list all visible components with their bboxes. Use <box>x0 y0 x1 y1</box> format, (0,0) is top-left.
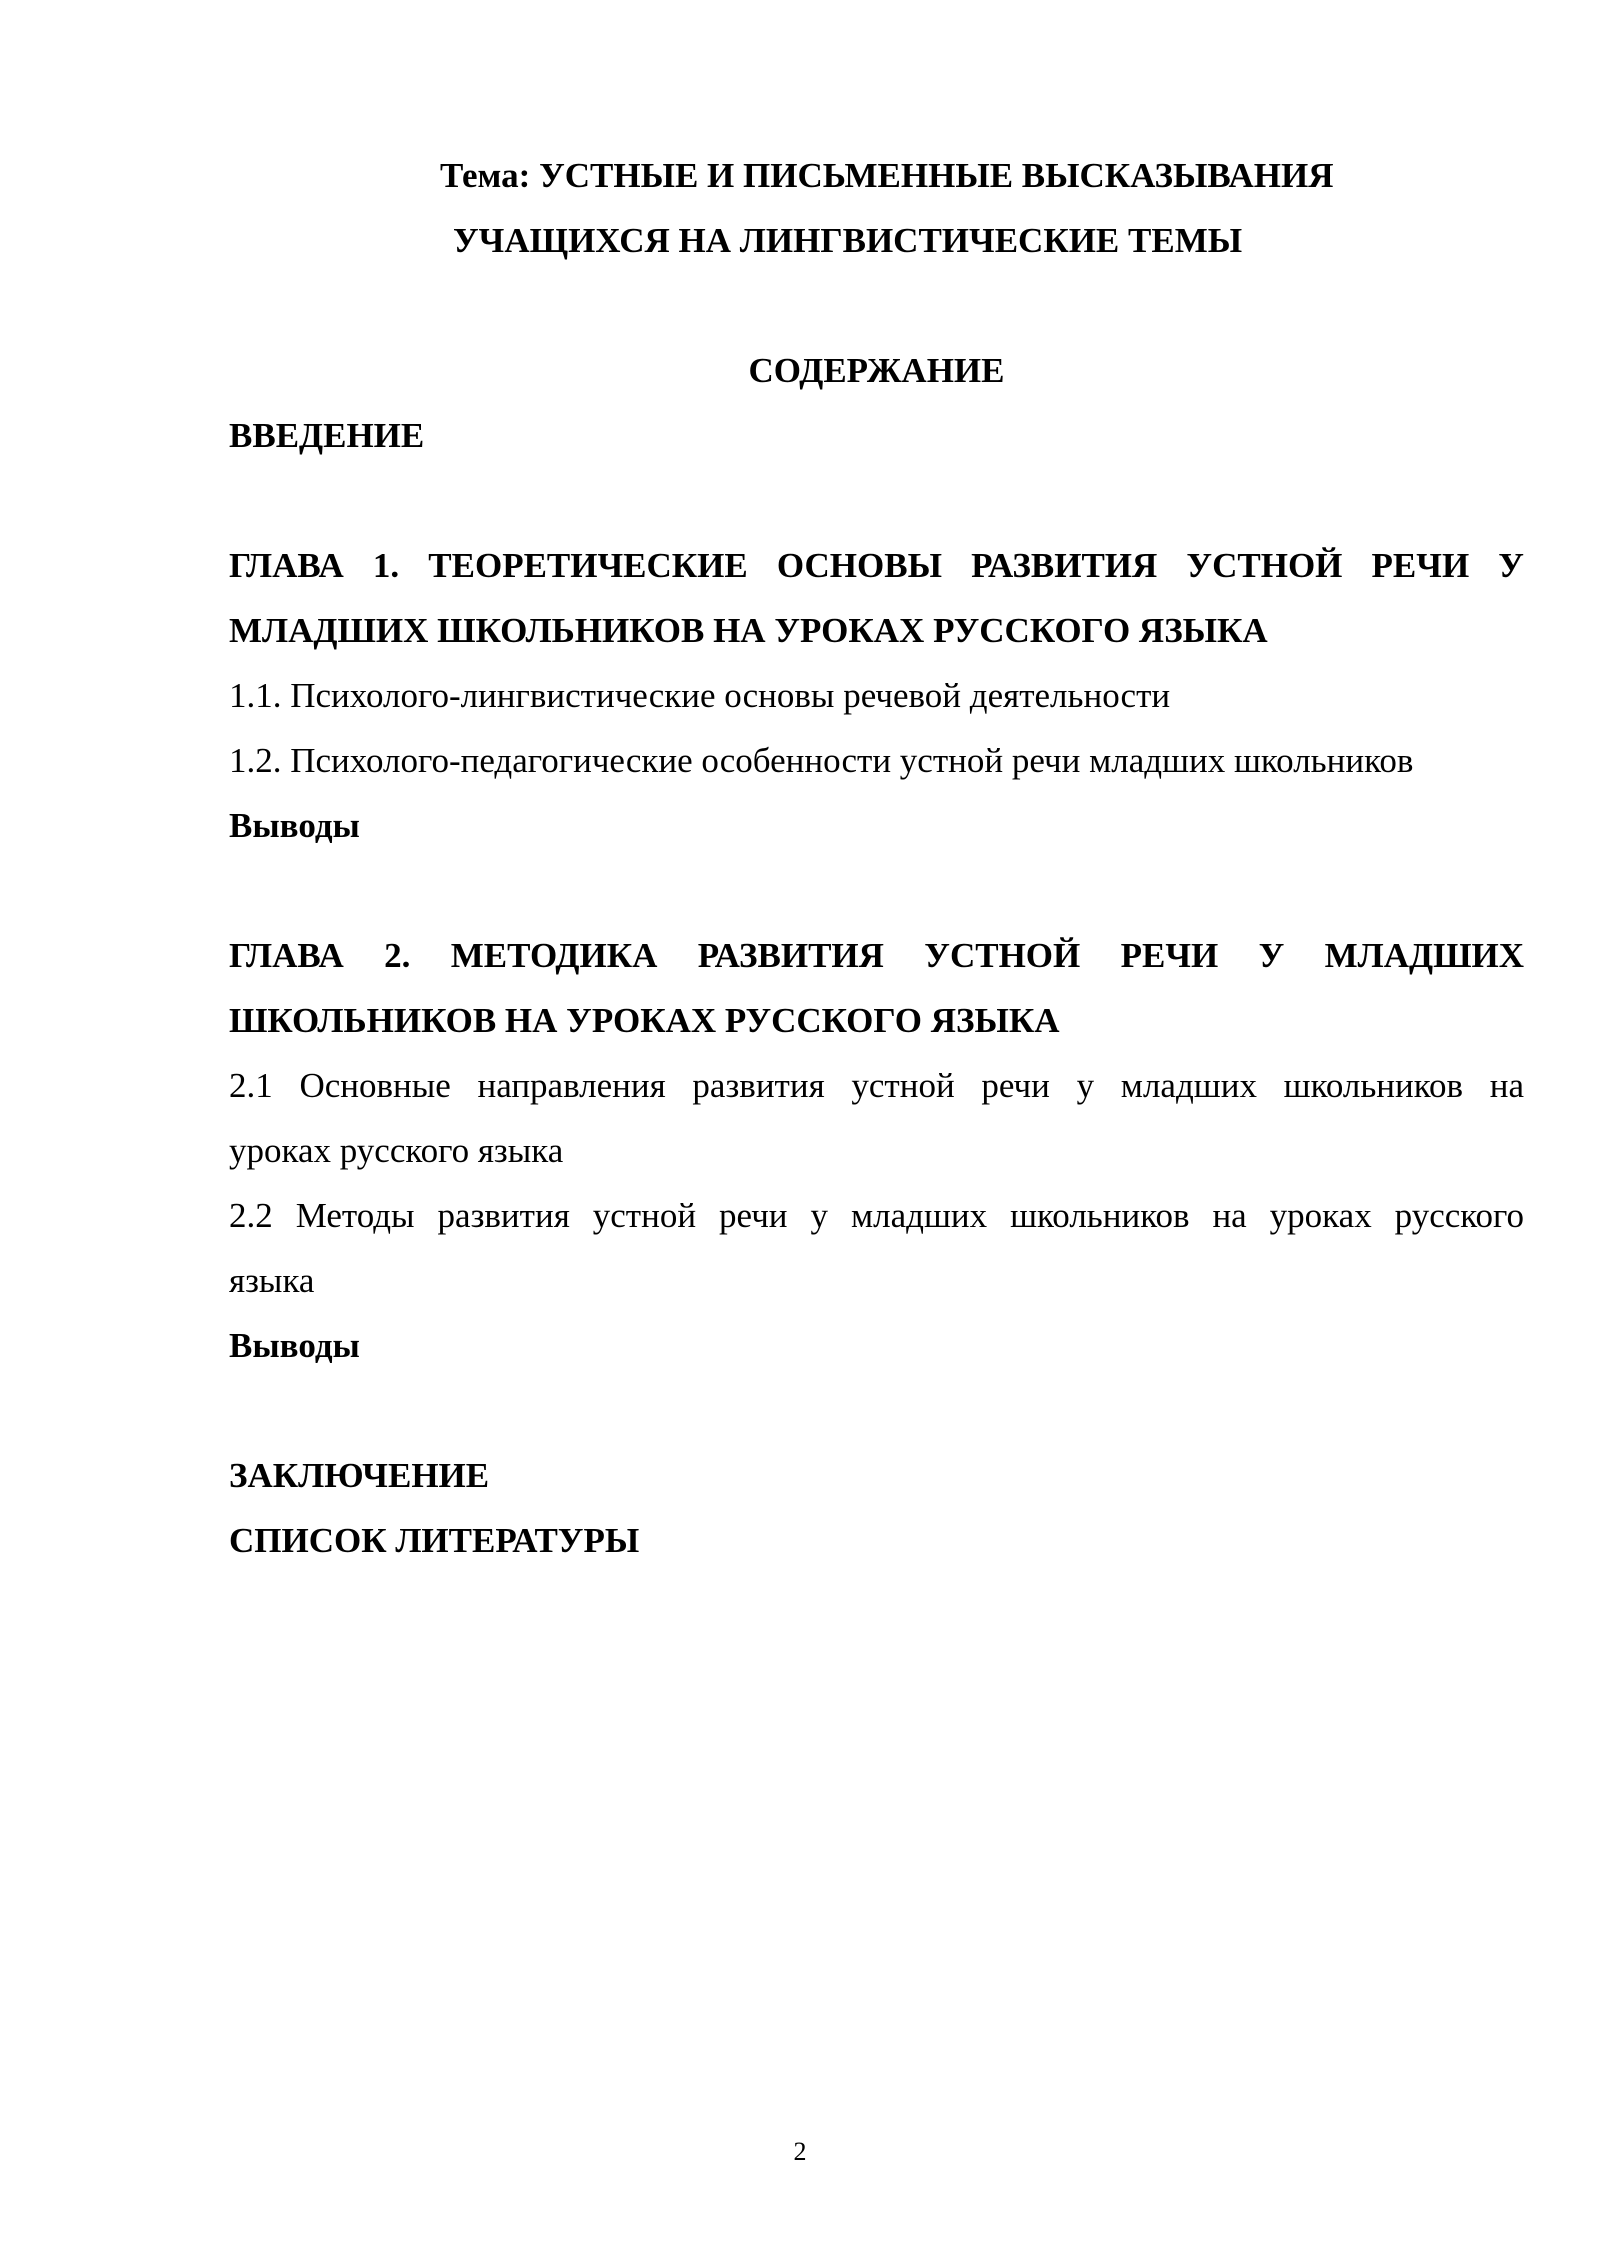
toc-chapter2-section-1-line-2: уроках русского языка <box>229 1131 564 1170</box>
contents-heading: СОДЕРЖАНИЕ <box>748 351 1005 390</box>
toc-chapter2-conclusions: Выводы <box>229 1326 360 1365</box>
toc-bibliography: СПИСОК ЛИТЕРАТУРЫ <box>229 1521 640 1560</box>
toc-chapter2-section-1-line-1: 2.1 Основные направления развития устной речи у младших школьников на <box>229 1066 1524 1105</box>
toc-chapter2-title-line-2: ШКОЛЬНИКОВ НА УРОКАХ РУССКОГО ЯЗЫКА <box>229 1001 1060 1040</box>
page-number: 2 <box>793 2137 807 2166</box>
toc-conclusion: ЗАКЛЮЧЕНИЕ <box>229 1456 490 1495</box>
toc-chapter2-section-2-line-2: языка <box>229 1261 315 1300</box>
topic-title-line-2: УЧАЩИХСЯ НА ЛИНГВИСТИЧЕСКИЕ ТЕМЫ <box>453 221 1243 260</box>
toc-chapter2-section-2-line-1: 2.2 Методы развития устной речи у младших школьников на уроках русского <box>229 1196 1524 1235</box>
topic-title-line-1 <box>440 156 1440 196</box>
toc-chapter1-conclusions: Выводы <box>229 806 360 845</box>
toc-chapter1-section-1: 1.1. Психолого-лингвистические основы речевой деятельности <box>229 676 1171 715</box>
toc-chapter1-title-line-2: МЛАДШИХ ШКОЛЬНИКОВ НА УРОКАХ РУССКОГО ЯЗЫКА <box>229 611 1268 650</box>
toc-chapter1-section-2: 1.2. Психолого-педагогические особенности устной речи младших школьников <box>229 741 1414 780</box>
toc-chapter1-title-line-1: ГЛАВА 1. ТЕОРЕТИЧЕСКИЕ ОСНОВЫ РАЗВИТИЯ УСТНОЙ РЕЧИ У <box>229 546 1524 585</box>
toc-introduction: ВВЕДЕНИЕ <box>229 416 425 455</box>
topic-text-1: УСТНЫЕ И ПИСЬМЕННЫЕ ВЫСКАЗЫВАНИЯ <box>539 156 1334 195</box>
topic-label: Тема: <box>440 156 531 195</box>
toc-chapter2-title-line-1: ГЛАВА 2. МЕТОДИКА РАЗВИТИЯ УСТНОЙ РЕЧИ У МЛАДШИХ <box>229 936 1524 975</box>
